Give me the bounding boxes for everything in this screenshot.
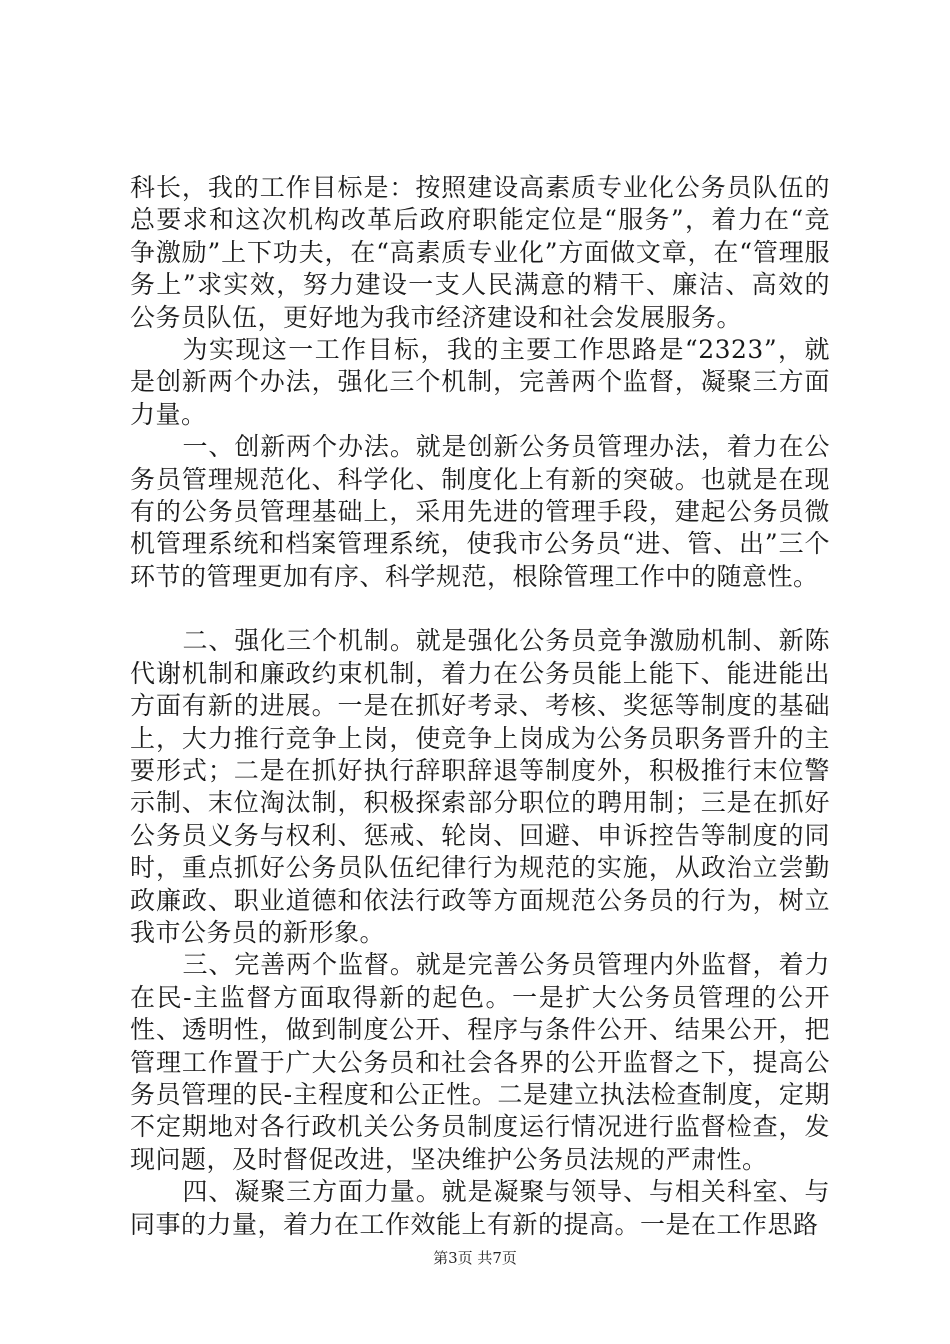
paragraph-section-one: 一、创新两个办法。就是创新公务员管理办法，着力在公务员管理规范化、科学化、制度化上有新的突破。也就是在现有的公务员管理基础上，采用先进的管理手段，建起公务员微机管理系统和档案管理系统，使我市公务员“进、管、出”三个环节的管理更加有序、科学规范，根除管理工作中的随意性。 <box>130 432 830 591</box>
paragraph-work-goal: 科长，我的工作目标是：按照建设高素质专业化公务员队伍的总要求和这次机构改革后政府职能定位是“服务”，着力在“竞争激励”上下功夫，在“高素质专业化”方面做文章，在“管理服务上”求实效，努力建设一支人民满意的精干、廉洁、高效的公务员队伍，更好地为我市经济建设和社会发展服务。 <box>130 173 830 332</box>
paragraph-work-approach: 为实现这一工作目标，我的主要工作思路是“2323”，就是创新两个办法，强化三个机制，完善两个监督，凝聚三方面力量。 <box>130 335 830 429</box>
paragraph-section-three: 三、完善两个监督。就是完善公务员管理内外监督，着力在民-主监督方面取得新的起色。一是扩大公务员管理的公开性、透明性，做到制度公开、程序与条件公开、结果公开，把管理工作置于广大公务员和社会各界的公开监督之下，提高公务员管理的民-主程度和公正性。二是建立执法检查制度，定期不定期地对各行政机关公务员制度运行情况进行监督检查，发现问题，及时督促改进，坚决维护公务员法规的严肃性。 <box>130 950 830 1174</box>
paragraph-section-two: 二、强化三个机制。就是强化公务员竞争激励机制、新陈代谢机制和廉政约束机制，着力在公务员能上能下、能进能出方面有新的进展。一是在抓好考录、考核、奖惩等制度的基础上，大力推行竞争上岗，使竞争上岗成为公务员职务晋升的主要形式；二是在抓好执行辞职辞退等制度外，积极推行末位警示制、末位淘汰制，积极探索部分职位的聘用制；三是在抓好公务员义务与权利、惩戒、轮岗、回避、申诉控告等制度的同时，重点抓好公务员队伍纪律行为规范的实施，从政治立尝勤政廉政、职业道德和依法行政等方面规范公务员的行为，树立我市公务员的新形象。 <box>130 626 830 947</box>
document-body <box>130 172 830 1241</box>
paragraph-section-four: 四、凝聚三方面力量。就是凝聚与领导、与相关科室、与同事的力量，着力在工作效能上有新的提高。一是在工作思路 <box>130 1177 830 1239</box>
page-footer: 第3页 共7页 <box>433 1249 517 1267</box>
